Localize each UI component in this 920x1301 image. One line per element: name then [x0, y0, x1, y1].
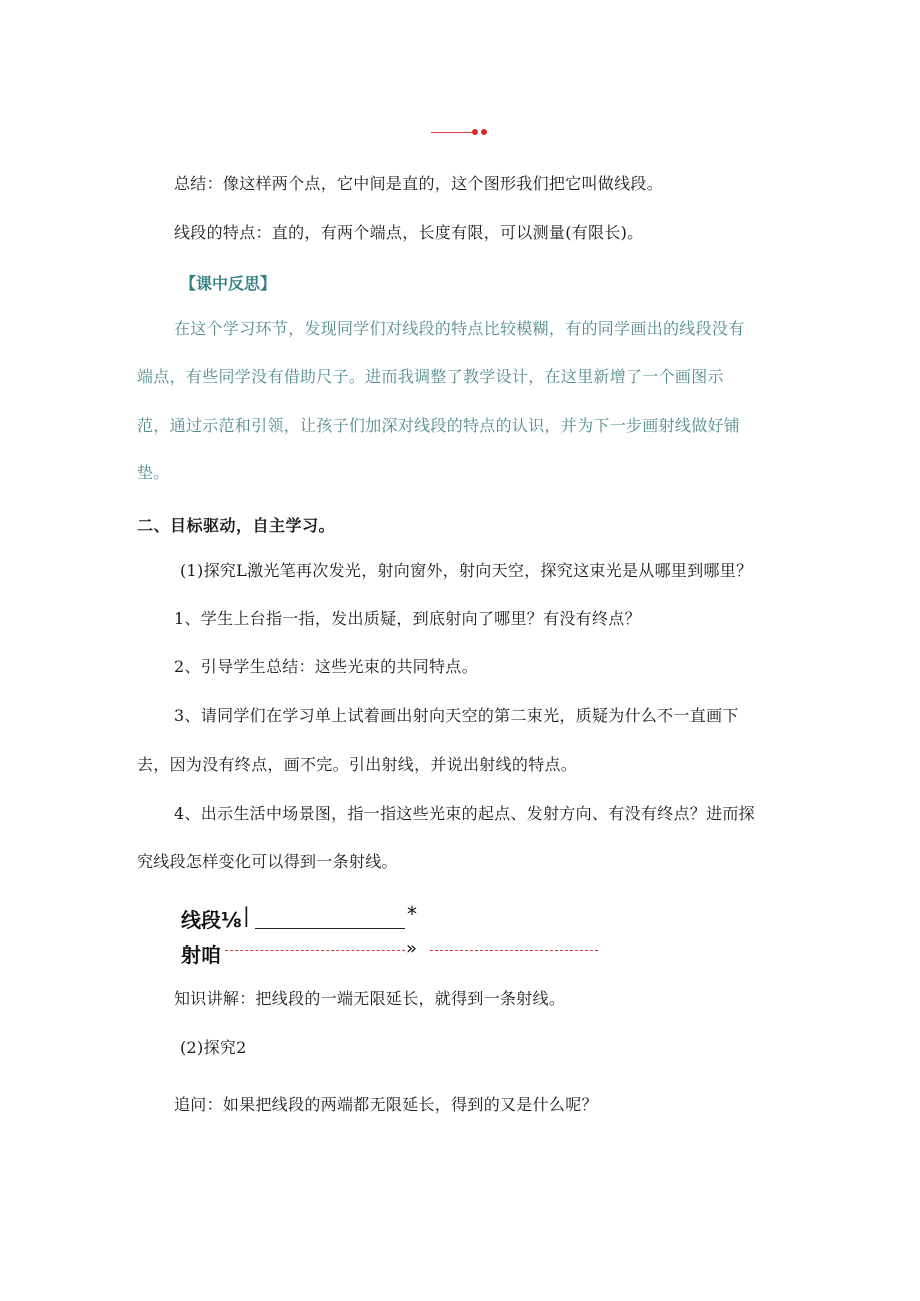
reflection-line-2: 端点，有些同学没有借助尺子。进而我调整了教学设计，在这里新增了一个画图示 [137, 367, 724, 386]
explore-1-paragraph: (1)探究L激光笔再次发光，射向窗外，射向天空，探究这束光是从哪里到哪里？ [180, 561, 753, 580]
item-3-line-2: 去，因为没有终点，画不完。引出射线，并说出射线的特点。 [137, 755, 578, 774]
features-paragraph: 线段的特点：直的，有两个端点，长度有限，可以测量(有限长)。 [174, 223, 644, 242]
top-segment-line [431, 132, 473, 133]
explore-2-heading: (2)探究2 [180, 1038, 247, 1057]
reflection-line-4: 垫。 [137, 463, 170, 482]
reflection-line-1: 在这个学习环节，发现同学们对线段的特点比较模糊，有的同学画出的线段没有 [174, 319, 745, 338]
item-3-line-1: 3、请同学们在学习单上试着画出射向天空的第二束光，质疑为什么不一直画下 [174, 706, 739, 725]
section-2-title: 二、目标驱动，自主学习。 [137, 516, 336, 535]
item-1-paragraph: 1、学生上台指一指，发出质疑，到底射向了哪里？有没有终点？ [174, 609, 641, 628]
segment-label: 线段⅛ [181, 908, 242, 932]
ray-label: 射咱 [181, 943, 221, 967]
knowledge-paragraph: 知识讲解：把线段的一端无限延长，就得到一条射线。 [174, 989, 566, 1008]
segment-line [255, 928, 405, 929]
top-segment-endpoint-left [472, 129, 478, 135]
reflection-line-3: 范，通过示范和引领，让孩子们加深对线段的特点的认识，并为下一步画射线做好铺 [137, 416, 741, 435]
followup-paragraph: 追问：如果把线段的两端都无限延长，得到的又是什么呢？ [174, 1095, 598, 1114]
ray-dashed-line-right [430, 950, 598, 951]
top-segment-endpoint-right [481, 129, 487, 135]
ray-arrow: » [406, 938, 418, 959]
item-4-line-1: 4、出示生活中场景图，指一指这些光束的起点、发射方向、有没有终点？进而探 [174, 804, 755, 823]
item-2-paragraph: 2、引导学生总结：这些光束的共同特点。 [174, 657, 478, 676]
ray-dashed-line-left [225, 950, 405, 951]
segment-start-mark: | [243, 903, 250, 927]
summary-paragraph: 总结：像这样两个点，它中间是直的，这个图形我们把它叫做线段。 [174, 174, 664, 193]
reflection-heading: 【课中反思】 [180, 274, 277, 293]
segment-end-mark: * [407, 902, 417, 926]
item-4-line-2: 究线段怎样变化可以得到一条射线。 [137, 852, 398, 871]
